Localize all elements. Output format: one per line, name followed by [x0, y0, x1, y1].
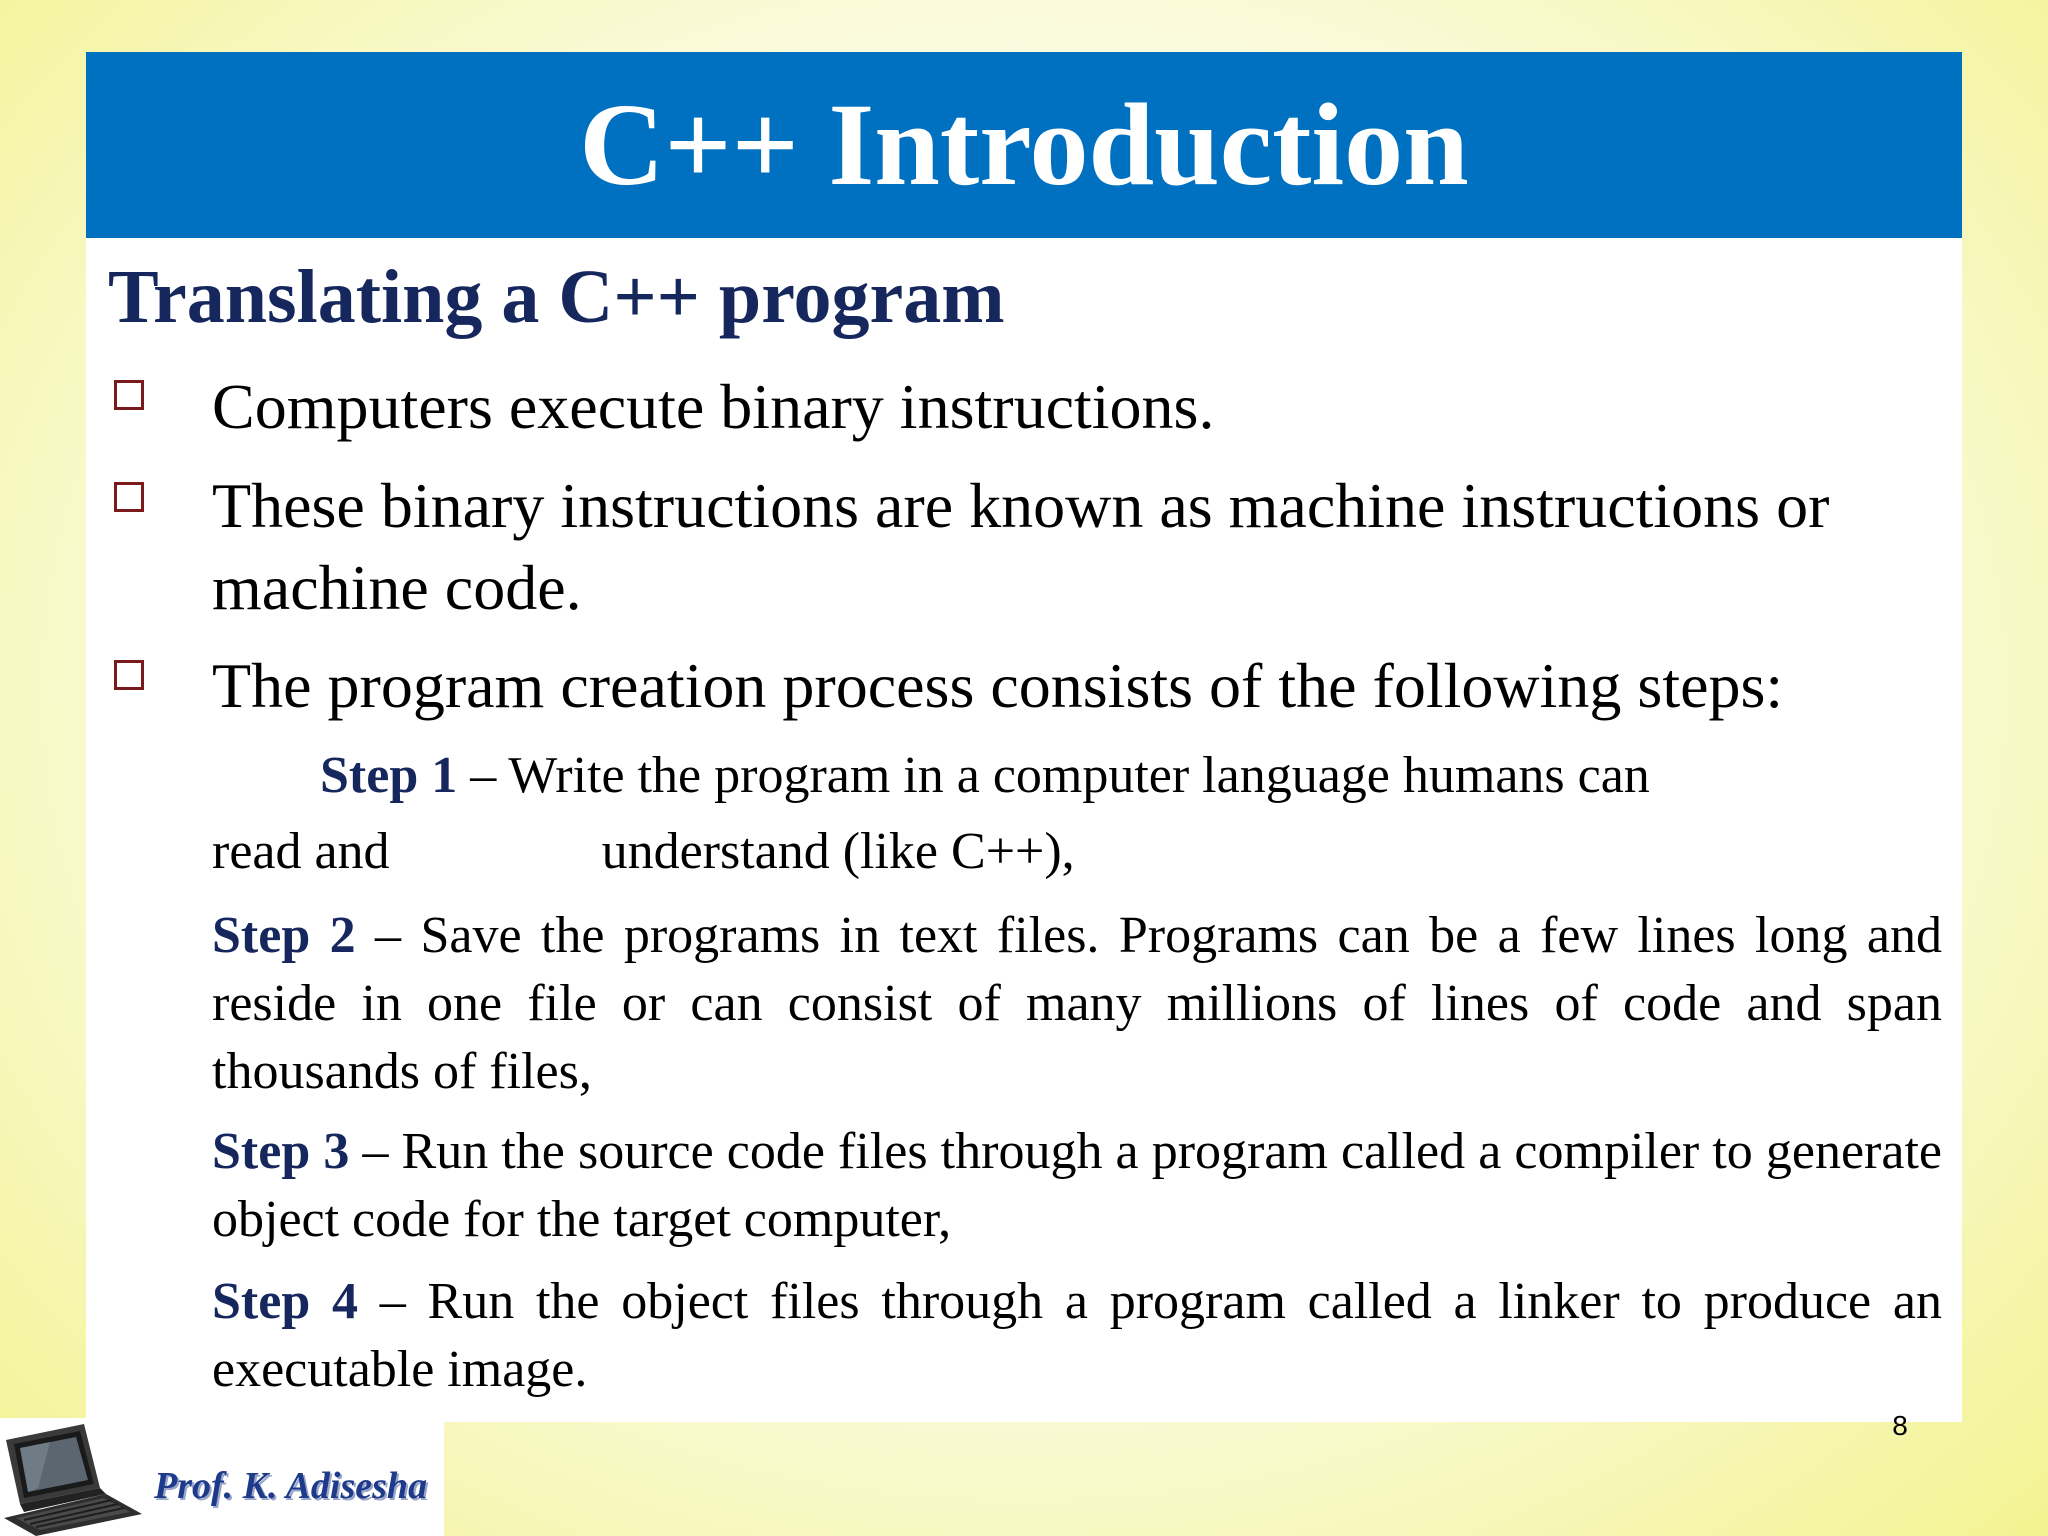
laptop-icon	[0, 1418, 150, 1536]
step-text: read and	[212, 823, 390, 880]
slide-title: C++ Introduction	[579, 79, 1469, 210]
bullet-square-icon	[114, 380, 144, 410]
step-item	[212, 742, 1942, 886]
title-bar	[86, 52, 1962, 238]
step-label: Step 4	[212, 1273, 358, 1330]
step-text: understand (like C++),	[601, 823, 1075, 880]
bullet-square-icon	[114, 482, 144, 512]
step-item	[212, 1118, 1942, 1254]
step-item	[212, 902, 1942, 1106]
bullet-item: The program creation process consists of the following steps:	[212, 650, 1784, 721]
step-text: – Save the programs in text files. Programs can be a few lines long and reside in one file or can consist of many millions of lines of code and span thousands of files,	[212, 907, 1942, 1100]
step-label: Step 3	[212, 1123, 350, 1180]
step-label: Step 2	[212, 907, 356, 964]
step-label: Step 1	[320, 747, 458, 804]
bullet-item: These binary instructions are known as machine instructions or machine code.	[212, 470, 1830, 623]
step-text: – Run the source code files through a program called a compiler to generate object code for the target computer,	[212, 1123, 1942, 1248]
section-heading: Translating a C++ program	[108, 255, 1005, 339]
step-text: – Run the object files through a program called a linker to produce an executable image.	[212, 1273, 1942, 1398]
step-item	[212, 1268, 1942, 1404]
step-text: – Write the program in a computer language humans can	[457, 747, 1650, 804]
page-number: 8	[1892, 1410, 1908, 1441]
author-signature: Prof. K. Adisesha	[154, 1465, 428, 1507]
bullet-square-icon	[114, 660, 144, 690]
bullet-item: Computers execute binary instructions.	[212, 371, 1215, 442]
